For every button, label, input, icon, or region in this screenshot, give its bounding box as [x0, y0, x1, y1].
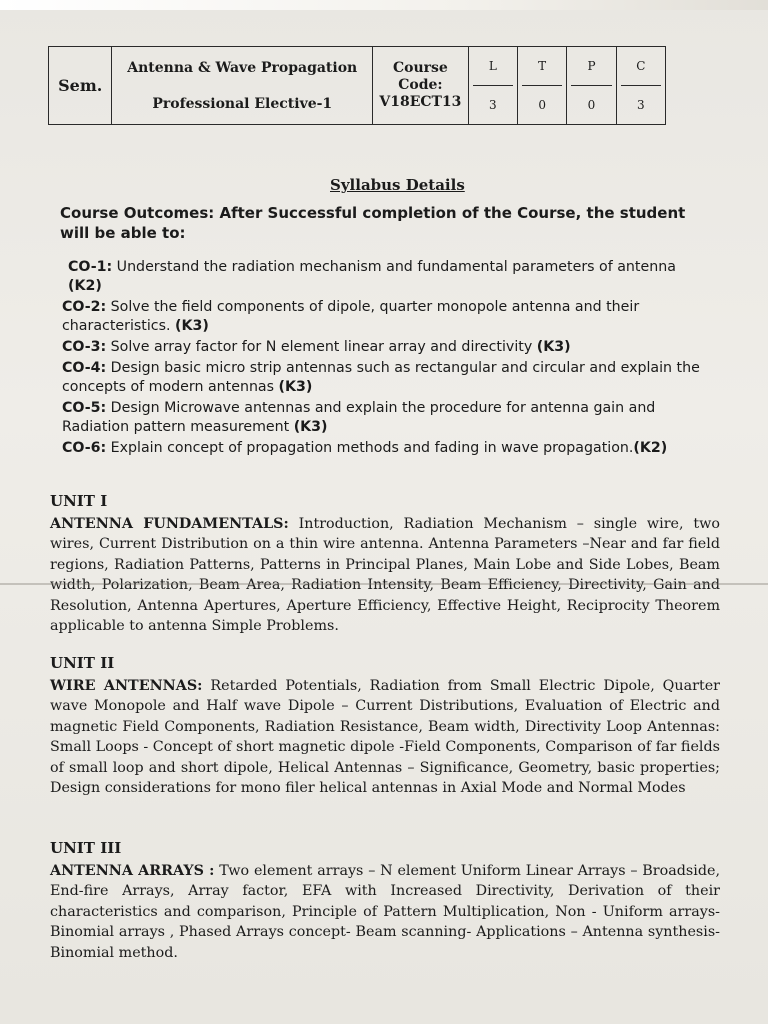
unit-title: WIRE ANTENNAS: [50, 677, 203, 694]
outcome-code: CO-1: [68, 259, 113, 275]
outcome-level: (K2) [633, 440, 668, 456]
ltpc-value: 3 [489, 98, 497, 112]
unit-heading: UNIT II [50, 654, 115, 672]
outcome-item [62, 399, 712, 437]
unit-2 [50, 653, 720, 799]
outcome-item [62, 359, 712, 397]
course-header-table [48, 46, 666, 125]
course-code-label: Course Code: [392, 60, 448, 93]
ltpc-c [616, 47, 665, 125]
course-code-cell [373, 47, 469, 125]
outcome-code: CO-6: [62, 440, 107, 456]
outcome-text: Understand the radiation mechanism and fundamental parameters of antenna [112, 259, 676, 275]
outcome-text: Design Microwave antennas and explain the procedure for antenna gain and Radiation pattern measurement [62, 400, 656, 435]
unit-heading: UNIT III [50, 839, 122, 857]
outcome-level: (K3) [293, 419, 328, 435]
ltpc-label: C [621, 47, 661, 86]
ltpc-label: L [473, 47, 513, 86]
outcome-item [62, 338, 712, 357]
syllabus-title: Syllabus Details [330, 176, 465, 194]
paper-edge [0, 0, 768, 10]
outcomes-intro: Course Outcomes: After Successful completion of the Course, the student will be able to: [60, 204, 686, 242]
outcome-code: CO-5: [62, 400, 107, 416]
outcome-item [62, 439, 712, 458]
elective-label: Professional Elective-1 [152, 95, 333, 112]
outcome-item [62, 258, 712, 296]
outcome-level: (K3) [536, 339, 571, 355]
outcome-level: (K3) [175, 318, 209, 334]
outcome-item [62, 298, 712, 336]
unit-heading: UNIT I [50, 492, 108, 510]
unit-body: Two element arrays – N element Uniform Linear Arrays – Broadside, End-fire Arrays, Array factor, EFA with Increased Directivity, Derivation of their characteristics and comparison, Principle of Pattern Multiplication, Non - Uniform arrays- Binomial arrays , Phased Arrays concept- Beam scanning- Applications – Antenna synthesis-Binomial method. [50, 862, 720, 961]
ltpc-label: T [522, 47, 562, 86]
unit-1 [50, 491, 720, 637]
outcome-level: (K2) [68, 278, 102, 294]
course-title: Antenna & Wave Propagation [127, 59, 358, 76]
ltpc-value: 3 [637, 98, 645, 112]
course-title-cell [112, 47, 373, 125]
unit-content [50, 861, 720, 964]
outcome-level: (K3) [278, 379, 313, 395]
unit-content [50, 514, 720, 637]
outcomes-list [62, 258, 712, 460]
unit-body: Retarded Potentials, Radiation from Small Electric Dipole, Quarter wave Monopole and Half wave Dipole – Current Distributions, Evaluation of Electric and magnetic Field Components, Radiation Resistance, Beam width, Directivity Loop Antennas: Small Loops - Concept of short magnetic dipole -Field Components, Comparison of far fields of small loop and short dipole, Helical Antennas – Significance, Geometry, basic properties; Design considerations for mono filer helical antennas in Axial Mode and Normal Modes [50, 677, 720, 796]
unit-3 [50, 838, 720, 963]
unit-title: ANTENNA FUNDAMENTALS: [50, 515, 289, 532]
unit-title: ANTENNA ARRAYS : [50, 862, 215, 879]
outcome-code: CO-3: [62, 339, 107, 355]
outcome-text: Design basic micro strip antennas such as rectangular and circular and explain the concepts of modern antennas [62, 360, 700, 395]
outcome-text: Explain concept of propagation methods and fading in wave propagation. [106, 440, 634, 456]
unit-content [50, 676, 720, 799]
sem-cell: Sem. [49, 47, 112, 125]
course-code: V18ECT13 [379, 94, 462, 110]
outcome-text: Solve the field components of dipole, quarter monopole antenna and their characteristics. [62, 299, 640, 334]
outcome-text: Solve array factor for N element linear array and directivity [106, 339, 537, 355]
ltpc-l [468, 47, 517, 125]
ltpc-value: 0 [587, 98, 596, 112]
ltpc-t [518, 47, 567, 125]
ltpc-value: 0 [538, 98, 546, 112]
ltpc-p [567, 47, 616, 125]
ltpc-label: P [571, 47, 611, 86]
outcome-code: CO-4: [62, 360, 107, 376]
unit-body: Introduction, Radiation Mechanism – single wire, two wires, Current Distribution on a thin wire antenna. Antenna Parameters –Near and far field regions, Radiation Patterns, Patterns in Principal Planes, Main Lobe and Side Lobes, Beam width, Polarization, Beam Area, Radiation Intensity, Beam Efficiency, Directivity, Gain and Resolution, Antenna Apertures, Aperture Efficiency, Effective Height, Reciprocity Theorem applicable to antenna Simple Problems. [50, 515, 720, 634]
paper-fold-line [0, 583, 768, 585]
outcome-code: CO-2: [62, 299, 107, 315]
